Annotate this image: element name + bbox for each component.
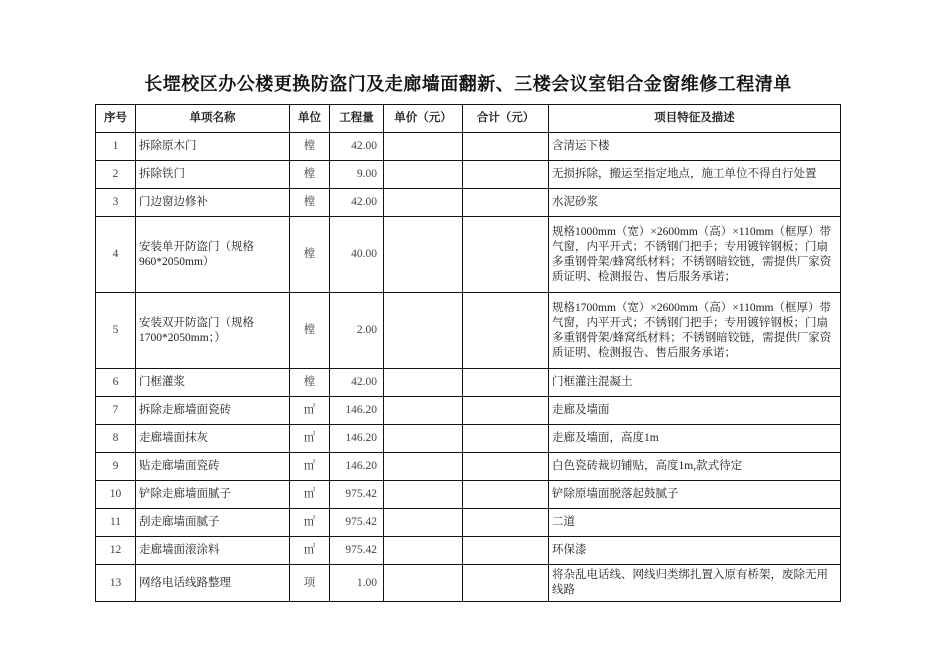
header-no: 序号: [96, 105, 136, 133]
cell-quantity: 975.42: [330, 537, 384, 565]
cell-unit-price: [384, 537, 463, 565]
cell-description: 水泥砂浆: [549, 189, 841, 217]
cell-name: 拆除铁门: [136, 161, 290, 189]
cell-name: 铲除走廊墙面腻子: [136, 481, 290, 509]
cell-name: 安装单开防盗门（规格960*2050mm）: [136, 217, 290, 293]
cell-name: 走廊墙面抹灰: [136, 425, 290, 453]
table-row: [96, 189, 841, 217]
cell-quantity: 42.00: [330, 189, 384, 217]
header-total: 合计（元）: [463, 105, 549, 133]
cell-unit: 樘: [290, 161, 330, 189]
table-header-row: [96, 105, 841, 133]
header-description: 项目特征及描述: [549, 105, 841, 133]
table-row: [96, 425, 841, 453]
cell-unit-price: [384, 217, 463, 293]
cell-total: [463, 425, 549, 453]
cell-unit-price: [384, 481, 463, 509]
cell-quantity: 42.00: [330, 133, 384, 161]
cell-unit: ㎡: [290, 481, 330, 509]
cell-unit-price: [384, 161, 463, 189]
bill-of-quantities-table: [95, 104, 841, 602]
cell-description: 白色瓷砖裁切铺贴，高度1m,款式待定: [549, 453, 841, 481]
cell-no: 11: [96, 509, 136, 537]
cell-name: 安装双开防盗门（规格1700*2050mm；）: [136, 293, 290, 369]
cell-unit-price: [384, 369, 463, 397]
cell-unit: ㎡: [290, 397, 330, 425]
cell-name: 门框灌浆: [136, 369, 290, 397]
cell-description: 规格1700mm（宽）×2600mm（高）×110mm（框厚）带气窗，内平开式；不锈钢门把手；专用镀锌钢板；门扇多重钢骨架/蜂窝纸材料；不锈钢暗铰链，需提供厂家资质证明、检测报告、售后服务承诺；: [549, 293, 841, 369]
table-row: [96, 537, 841, 565]
cell-total: [463, 369, 549, 397]
cell-quantity: 40.00: [330, 217, 384, 293]
cell-unit: ㎡: [290, 509, 330, 537]
cell-unit-price: [384, 189, 463, 217]
cell-quantity: 146.20: [330, 425, 384, 453]
table-row: [96, 161, 841, 189]
cell-description: 将杂乱电话线、网线归类绑扎置入原有桥架，废除无用线路: [549, 565, 841, 602]
table-row: [96, 217, 841, 293]
cell-unit: ㎡: [290, 425, 330, 453]
cell-quantity: 1.00: [330, 565, 384, 602]
cell-unit: 樘: [290, 217, 330, 293]
cell-name: 门边窗边修补: [136, 189, 290, 217]
cell-unit-price: [384, 425, 463, 453]
cell-description: 规格1000mm（宽）×2600mm（高）×110mm（框厚）带气窗，内平开式；不锈钢门把手；专用镀锌钢板；门扇多重钢骨架/蜂窝纸材料；不锈钢暗铰链，需提供厂家资质证明、检测报告、售后服务承诺；: [549, 217, 841, 293]
table-row: [96, 509, 841, 537]
cell-unit-price: [384, 133, 463, 161]
cell-total: [463, 453, 549, 481]
cell-no: 4: [96, 217, 136, 293]
page-title: 长堽校区办公楼更换防盗门及走廊墙面翻新、三楼会议室铝合金窗维修工程清单: [144, 74, 792, 94]
cell-total: [463, 509, 549, 537]
cell-unit-price: [384, 453, 463, 481]
cell-total: [463, 189, 549, 217]
cell-unit: 樘: [290, 133, 330, 161]
table-row: [96, 481, 841, 509]
cell-total: [463, 537, 549, 565]
cell-description: 门框灌注混凝土: [549, 369, 841, 397]
cell-no: 9: [96, 453, 136, 481]
table-row: [96, 397, 841, 425]
cell-total: [463, 161, 549, 189]
cell-unit-price: [384, 397, 463, 425]
cell-unit: 樘: [290, 369, 330, 397]
cell-quantity: 975.42: [330, 509, 384, 537]
cell-no: 10: [96, 481, 136, 509]
cell-no: 6: [96, 369, 136, 397]
cell-unit: ㎡: [290, 453, 330, 481]
cell-description: 铲除原墙面脱落起鼓腻子: [549, 481, 841, 509]
cell-name: 刮走廊墙面腻子: [136, 509, 290, 537]
cell-description: 二道: [549, 509, 841, 537]
cell-total: [463, 217, 549, 293]
cell-total: [463, 397, 549, 425]
table-row: [96, 565, 841, 602]
cell-unit: 项: [290, 565, 330, 602]
cell-quantity: 9.00: [330, 161, 384, 189]
cell-description: 含清运下楼: [549, 133, 841, 161]
cell-name: 贴走廊墙面瓷砖: [136, 453, 290, 481]
header-name: 单项名称: [136, 105, 290, 133]
cell-total: [463, 481, 549, 509]
cell-unit: 樘: [290, 293, 330, 369]
cell-quantity: 42.00: [330, 369, 384, 397]
header-unit-price: 单价（元）: [384, 105, 463, 133]
cell-no: 7: [96, 397, 136, 425]
table-row: [96, 133, 841, 161]
cell-quantity: 146.20: [330, 453, 384, 481]
cell-name: 拆除原木门: [136, 133, 290, 161]
cell-quantity: 146.20: [330, 397, 384, 425]
table-row: [96, 293, 841, 369]
table-row: [96, 453, 841, 481]
cell-unit-price: [384, 509, 463, 537]
cell-name: 走廊墙面滚涂料: [136, 537, 290, 565]
cell-unit: 樘: [290, 189, 330, 217]
cell-total: [463, 565, 549, 602]
cell-no: 12: [96, 537, 136, 565]
header-unit: 单位: [290, 105, 330, 133]
cell-description: 无损拆除，搬运至指定地点，施工单位不得自行处置: [549, 161, 841, 189]
cell-unit-price: [384, 293, 463, 369]
cell-no: 3: [96, 189, 136, 217]
header-quantity: 工程量: [330, 105, 384, 133]
cell-total: [463, 293, 549, 369]
cell-total: [463, 133, 549, 161]
cell-unit-price: [384, 565, 463, 602]
cell-no: 5: [96, 293, 136, 369]
cell-no: 8: [96, 425, 136, 453]
cell-description: 环保漆: [549, 537, 841, 565]
table-row: [96, 369, 841, 397]
cell-unit: ㎡: [290, 537, 330, 565]
cell-no: 1: [96, 133, 136, 161]
cell-name: 拆除走廊墙面瓷砖: [136, 397, 290, 425]
cell-name: 网络电话线路整理: [136, 565, 290, 602]
cell-quantity: 2.00: [330, 293, 384, 369]
cell-description: 走廊及墙面: [549, 397, 841, 425]
cell-quantity: 975.42: [330, 481, 384, 509]
cell-no: 2: [96, 161, 136, 189]
cell-description: 走廊及墙面，高度1m: [549, 425, 841, 453]
cell-no: 13: [96, 565, 136, 602]
